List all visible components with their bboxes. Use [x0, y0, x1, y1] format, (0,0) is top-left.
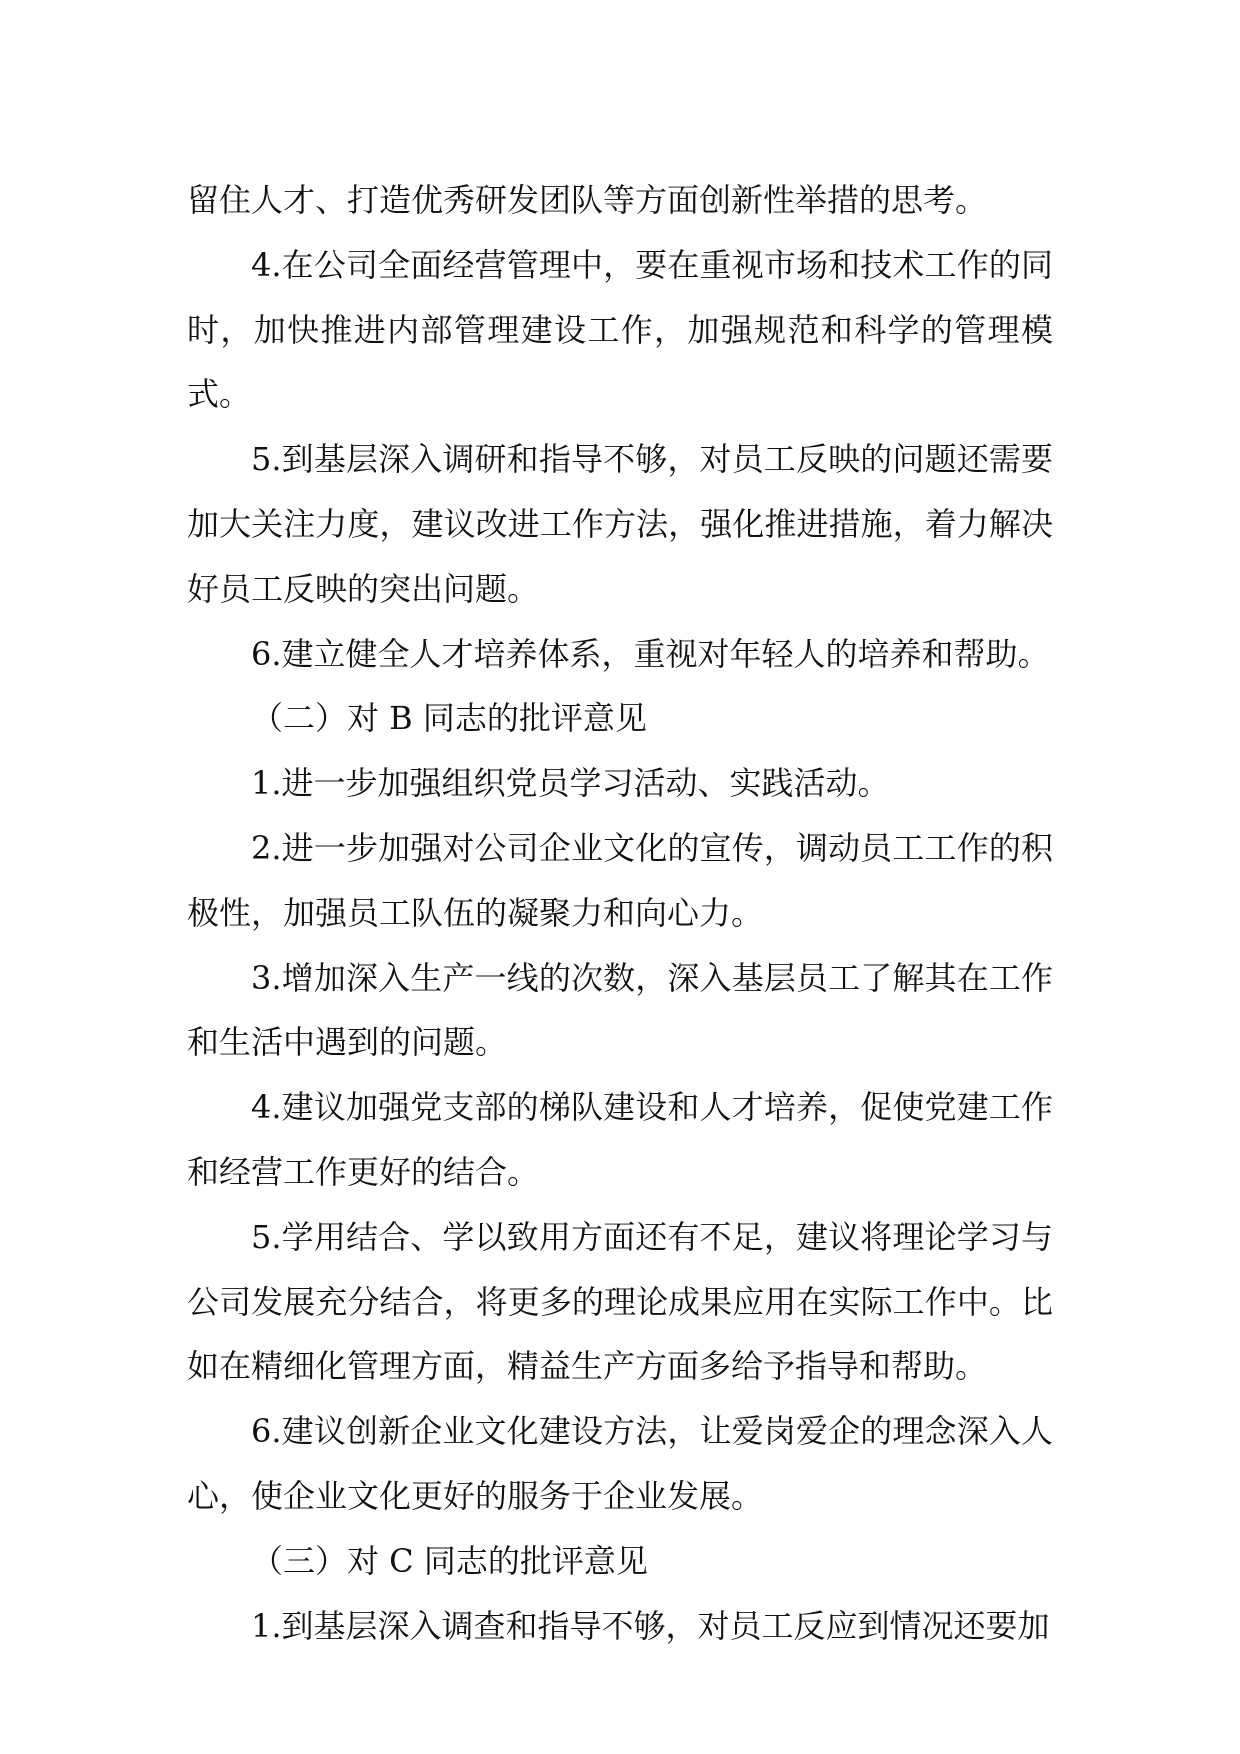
- opinion-item-a-6: 6.建立健全人才培养体系，重视对年轻人的培养和帮助。: [251, 634, 1050, 673]
- opinion-item-a-4: 4.在公司全面经营管理中，要在重视市场和技术工作的同时，加快推进内部管理建设工作，加强规范和科学的管理模式。: [187, 245, 1053, 414]
- section-heading-b: （二）对 B 同志的批评意见: [251, 699, 647, 738]
- opinion-item-b-4: 4.建议加强党支部的梯队建设和人才培养，促使党建工作和经营工作更好的结合。: [187, 1088, 1053, 1191]
- opinion-item-c-1: 1.到基层深入调查和指导不够，对员工反应到情况还要加: [251, 1606, 1050, 1645]
- opinion-item-b-1: 1.进一步加强组织党员学习活动、实践活动。: [251, 764, 890, 803]
- document-page: [187, 168, 1053, 1658]
- opinion-item-b-6: 6.建议创新企业文化建设方法，让爱岗爱企的理念深入人心，使企业文化更好的服务于企业发展。: [187, 1412, 1053, 1515]
- paragraph-continuation: 留住人才、打造优秀研发团队等方面创新性举措的思考。: [187, 181, 988, 219]
- section-heading-c: （三）对 C 同志的批评意见: [251, 1541, 648, 1580]
- opinion-item-b-5: 5.学用结合、学以致用方面还有不足，建议将理论学习与公司发展充分结合，将更多的理论成果应用在实际工作中。比如在精细化管理方面，精益生产方面多给予指导和帮助。: [187, 1217, 1053, 1386]
- opinion-item-a-5: 5.到基层深入调研和指导不够，对员工反映的问题还需要加大关注力度，建议改进工作方法，强化推进措施，着力解决好员工反映的突出问题。: [187, 440, 1053, 608]
- opinion-item-b-2: 2.进一步加强对公司企业文化的宣传，调动员工工作的积极性，加强员工队伍的凝聚力和向心力。: [187, 828, 1053, 932]
- opinion-item-b-3: 3.增加深入生产一线的次数，深入基层员工了解其在工作和生活中遇到的问题。: [187, 958, 1053, 1062]
